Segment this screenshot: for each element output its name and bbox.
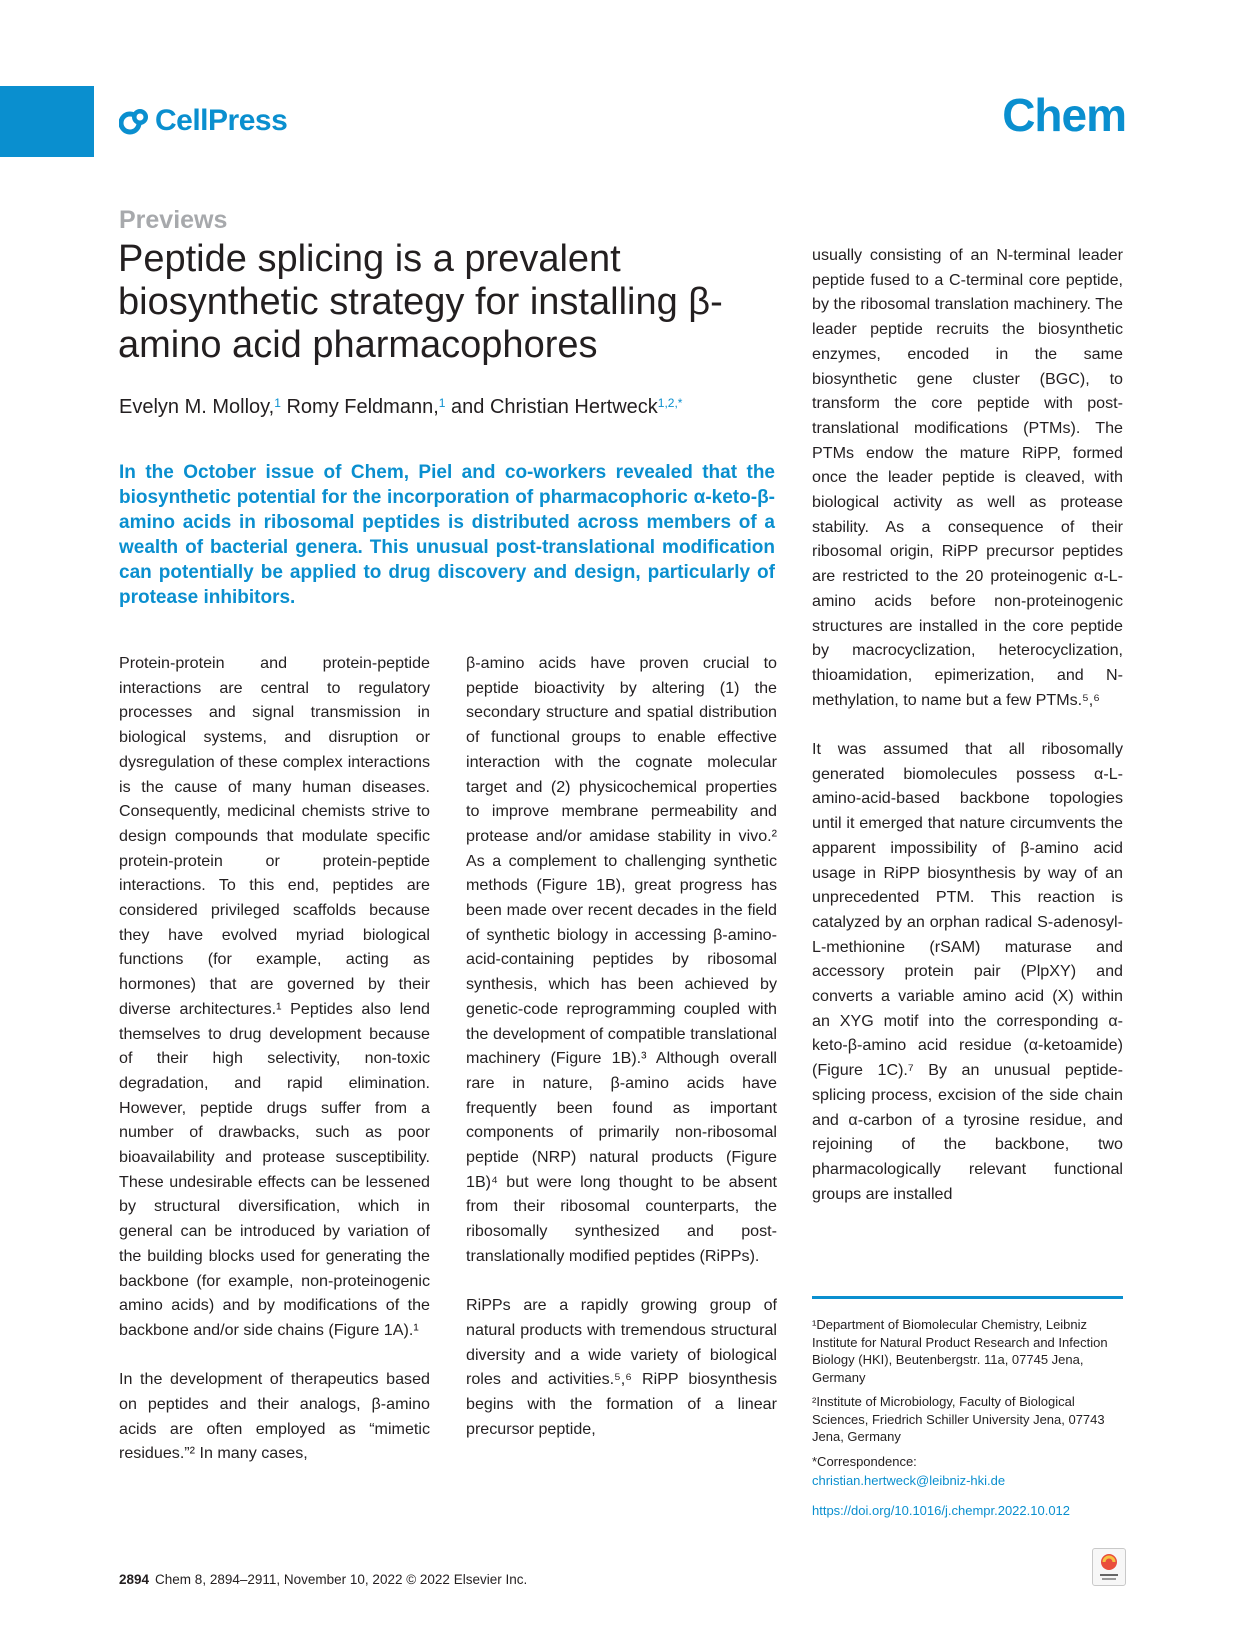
publisher-name: CellPress (155, 104, 288, 137)
page-footer (119, 1572, 527, 1587)
author-affiliation-mark[interactable]: 1 (274, 396, 281, 410)
journal-name: Chem (1002, 89, 1126, 141)
body-column-3 (812, 243, 1123, 1231)
body-paragraph: RiPPs are a rapidly growing group of natural products with tremendous structural diversity and a wide variety of biological roles and activities.⁵,⁶ RiPP biosynthesis begins with the formation of a linear precursor peptide, (466, 1296, 777, 1438)
body-paragraph: usually consisting of an N-terminal leader peptide fused to a C-terminal core peptide, by the ribosomal translation machinery. The leader peptide recruits the biosynthetic enzymes, encoded in the same biosynthetic gene cluster (BGC), to transform the core peptide with post-translational modifications (PTMs). The PTMs endow the mature RiPP, formed once the leader peptide is cleaved, with biological activity as well as protease stability. As a consequence of their ribosomal origin, RiPP precursor peptides are restricted to the 20 proteinogenic α-L-amino acids before non-proteinogenic structures are installed in the core peptide by macrocyclization, heterocyclization, thioamidation, epimerization, and N-methylation, to name but a few PTMs.⁵,⁶ (812, 246, 1123, 709)
author-name[interactable]: Evelyn M. Molloy, (119, 396, 275, 418)
author-list (119, 396, 682, 419)
correspondence-email-link[interactable]: christian.hertweck@leibniz-hki.de (812, 1473, 1006, 1488)
cellpress-logo-icon (119, 106, 151, 136)
doi-link[interactable]: https://doi.org/10.1016/j.chempr.2022.10.012 (812, 1502, 1071, 1518)
body-paragraph: It was assumed that all ribosomally generated biomolecules possess α-L-amino-acid-based backbone topologies until it emerged that nature circumvents the apparent impossibility of β-amino acid usage in RiPP biosynthesis by way of an unprecedented PTM. This reaction is catalyzed by an orphan radical S-adenosyl-L-methionine (rSAM) maturase and accessory protein pair (PlpXY) and converts a variable amino acid (X) within an XYG motif into the corresponding α-keto-β-amino acid residue (α-ketoamide) (Figure 1C).⁷ By an unusual peptide-splicing process, excision of the side chain and α-carbon of a tyrosine residue, and rejoining of the backbone, two pharmacologically relevant functional groups are installed (812, 740, 1123, 1203)
section-label: Previews (119, 206, 228, 234)
body-paragraph: In the development of therapeutics based on peptides and their analogs, β-amino acids are often employed as “mimetic residues.”² In many cases, (119, 1370, 430, 1463)
author-affiliation-mark[interactable]: 1,2,* (657, 396, 683, 410)
affiliations (812, 1316, 1123, 1526)
footer-citation: Chem 8, 2894–2911, November 10, 2022 © 2022 Elsevier Inc. (155, 1572, 528, 1587)
affiliation: ²Institute of Microbiology, Faculty of Biological Sciences, Friedrich Schiller University Jena, 07743 Jena, Germany (812, 1394, 1105, 1444)
header-color-block (0, 86, 94, 157)
page-number: 2894 (119, 1572, 150, 1587)
check-updates-icon (1093, 1549, 1125, 1585)
publisher-logo[interactable] (119, 101, 287, 141)
article-title: Peptide splicing is a prevalent biosynthetic strategy for installing β-amino acid pharmacophores (118, 238, 723, 366)
body-paragraph: β-amino acids have proven crucial to peptide bioactivity by altering (1) the secondary structure and spatial distribution of functional groups to enable effective interaction with the cognate molecular target and (2) physicochemical properties to improve membrane permeability and protease and/or amidase stability in vivo.² As a complement to challenging synthetic methods (Figure 1B), great progress has been made over recent decades in the field of synthetic biology in accessing β-amino-acid-containing peptides by ribosomal synthesis, which has been achieved by genetic-code reprogramming coupled with the development of compatible translational machinery (Figure 1B).³ Although overall rare in nature, β-amino acids have frequently been found as important components of primarily non-ribosomal peptide (NRP) natural products (Figure 1B)⁴ but were long thought to be absent from their ribosomal counterparts, the ribosomally synthesized and post-translationally modified peptides (RiPPs). (466, 654, 777, 1265)
body-column-2 (466, 651, 777, 1466)
body-paragraph: Protein-protein and protein-peptide interactions are central to regulatory processes and signal transmission in biological systems, and disruption or dysregulation of these complex interactions is the cause of many human diseases. Consequently, medicinal chemists strive to design compounds that modulate specific protein-protein or protein-peptide interactions. To this end, peptides are considered privileged scaffolds because they have evolved myriad biological functions (for example, acting as hormones) that are governed by their diverse architectures.¹ Peptides also lend themselves to drug development because of their high selectivity, non-toxic degradation, and rapid elimination. However, peptide drugs suffer from a number of drawbacks, such as poor bioavailability and protease susceptibility. These undesirable effects can be lessened by structural diversification, which in general can be introduced by variation of the building blocks used for generating the backbone (for example, non-proteinogenic amino acids) and by modifications of the backbone and/or side chains (Figure 1A).¹ (119, 654, 430, 1339)
affiliation-divider (812, 1296, 1123, 1299)
author-affiliation-mark[interactable]: 1 (438, 396, 446, 410)
affiliation: ¹Department of Biomolecular Chemistry, Leibniz Institute for Natural Product Research and Infection Biology (HKI), Beutenbergstr. 11a, 07745 Jena, Germany (812, 1317, 1108, 1385)
correspondence-label: *Correspondence: (812, 1453, 917, 1469)
check-for-updates-badge[interactable] (1092, 1548, 1126, 1586)
abstract: In the October issue of Chem, Piel and co-workers revealed that the biosynthetic potential for the incorporation of pharmacophoric α-keto-β-amino acids in ribosomal peptides is distributed across members of a wealth of bacterial genera. This unusual post-translational modification can potentially be applied to drug discovery and design, particularly of protease inhibitors. (119, 462, 775, 608)
body-column-1 (119, 651, 430, 1491)
author-name[interactable]: and Christian Hertweck (451, 396, 658, 418)
author-name[interactable]: Romy Feldmann, (286, 396, 439, 418)
